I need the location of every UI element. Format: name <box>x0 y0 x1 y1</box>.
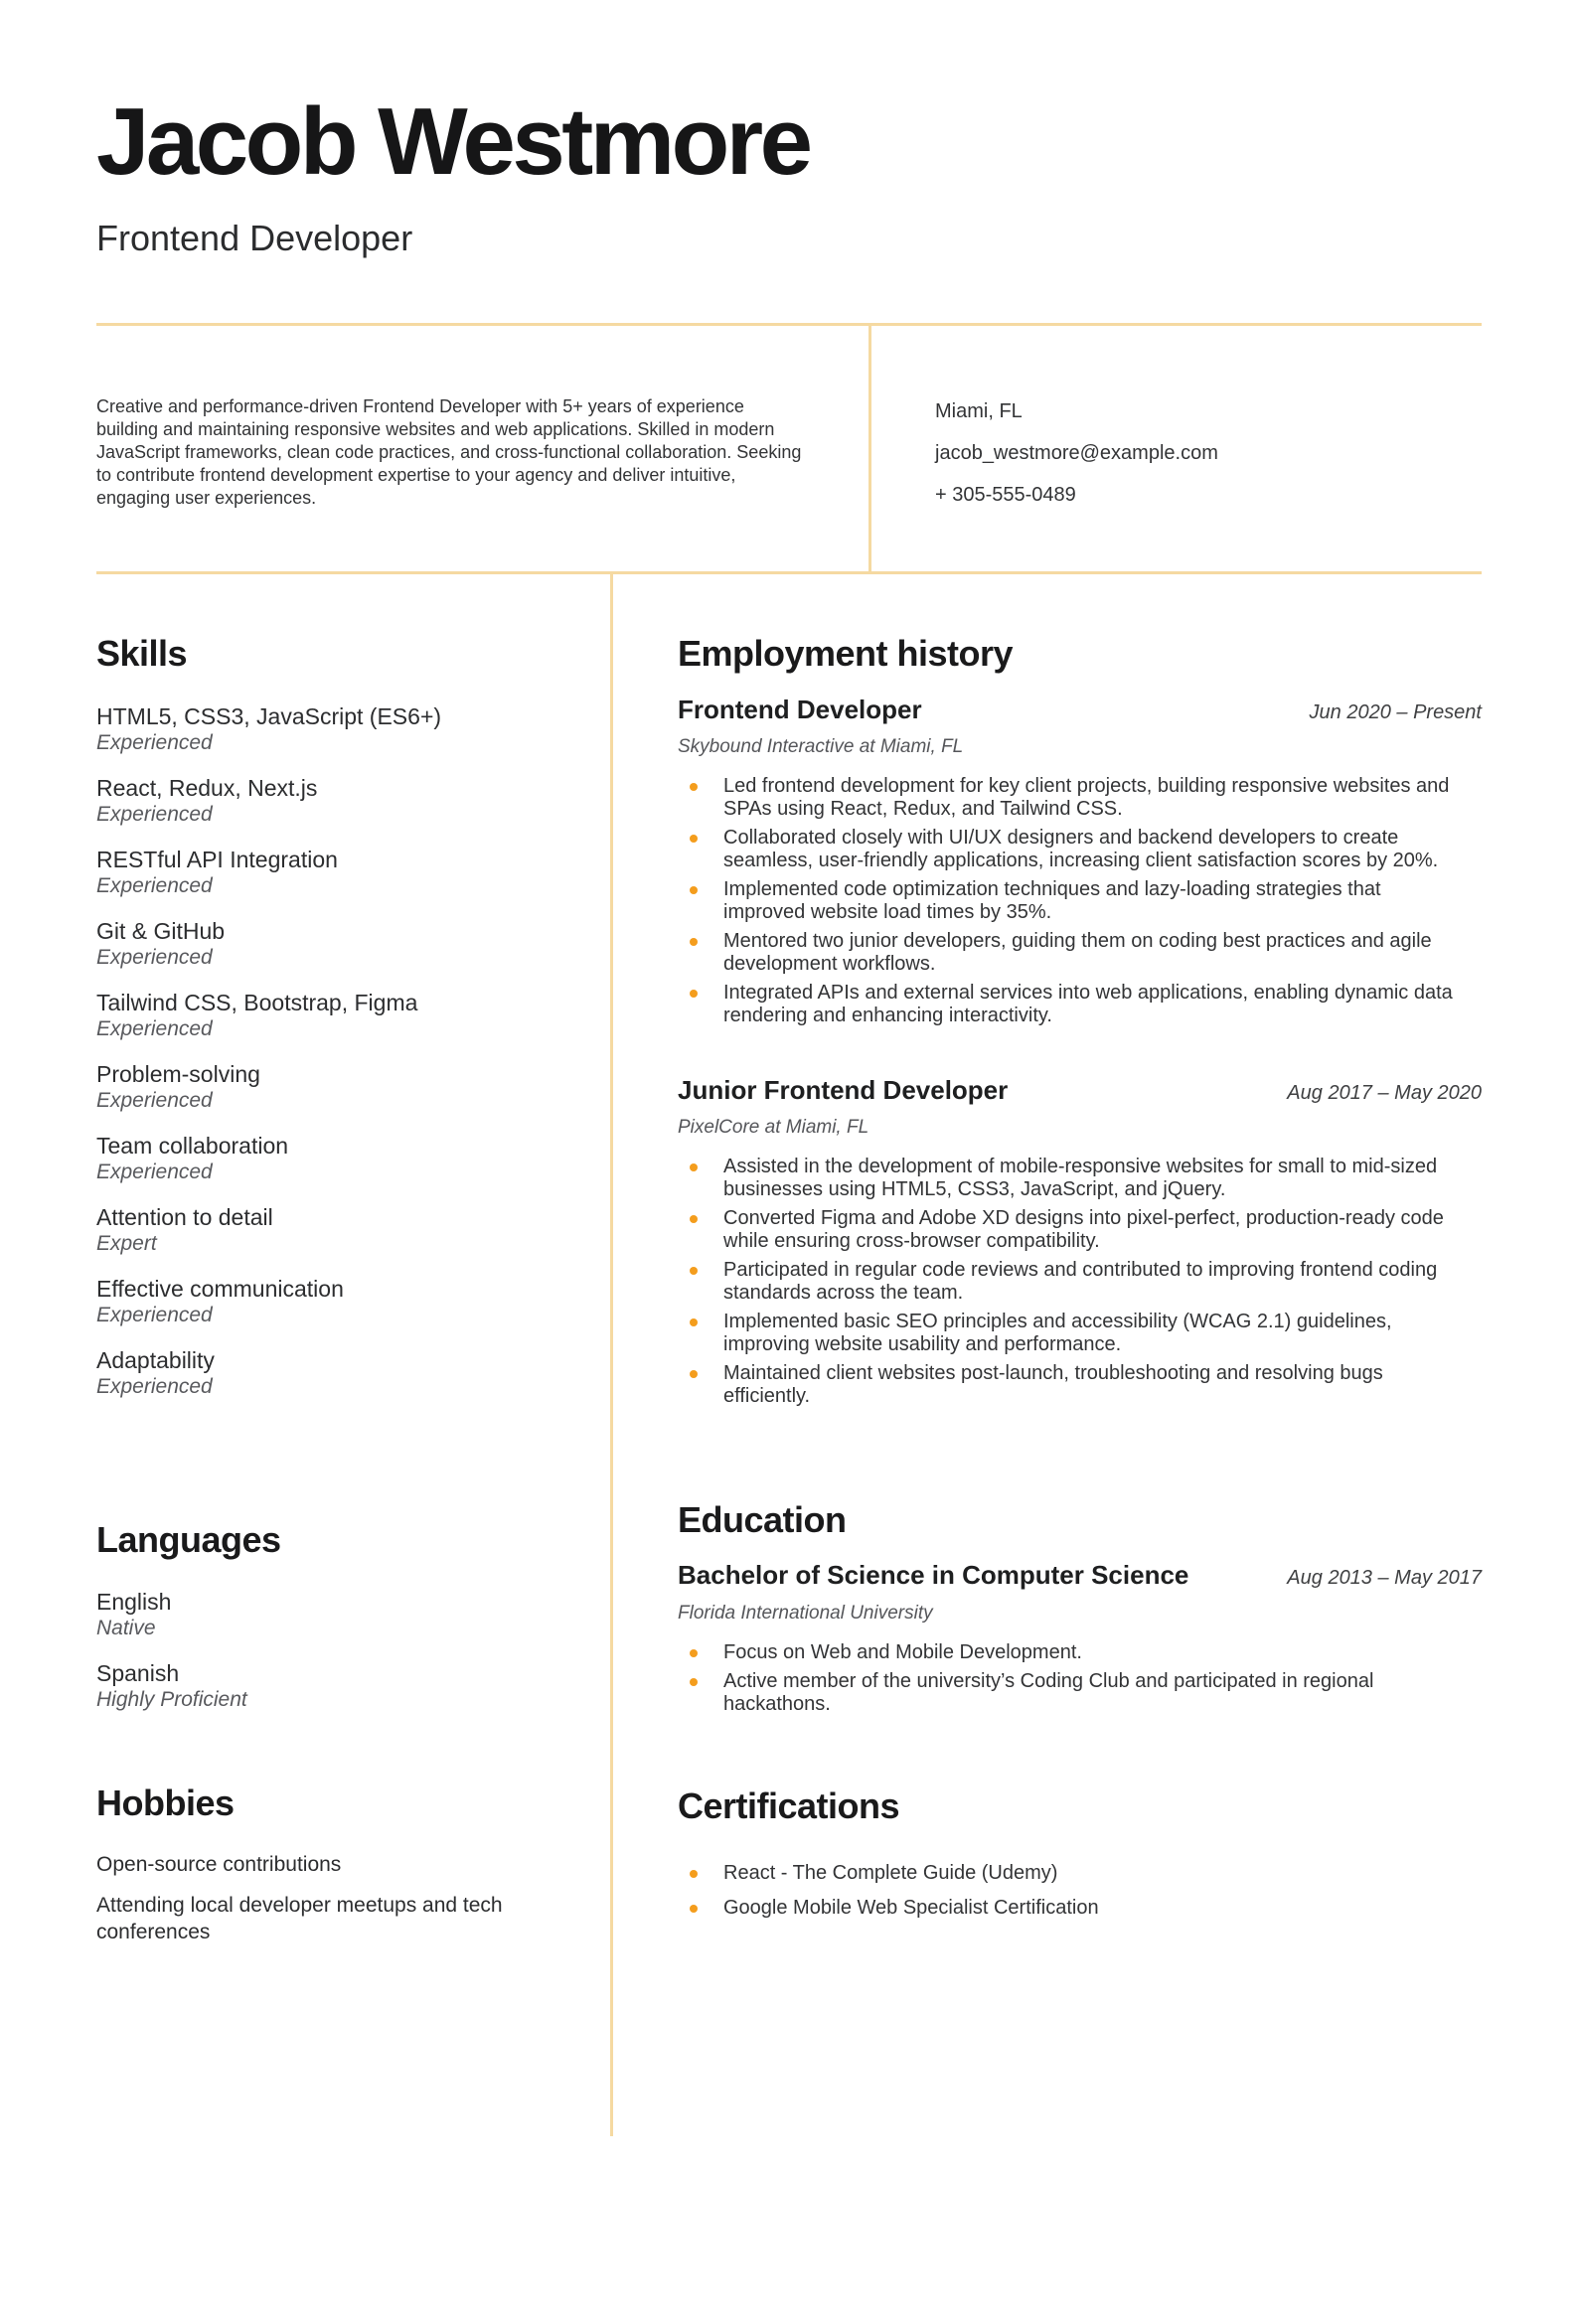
skill-name: React, Redux, Next.js <box>96 774 318 801</box>
bullet-text: Maintained client websites post-launch, troubleshooting and resolving bugs efficiently. <box>723 1361 1383 1407</box>
hobbies-heading: Hobbies <box>96 1782 235 1823</box>
job-bullet <box>678 1207 1482 1253</box>
certifications-list <box>678 1862 1482 1920</box>
bullet-text: Assisted in the development of mobile-responsive websites for small to mid-sized businesses using HTML5, CSS3, JavaScript, and jQuery. <box>723 1155 1438 1200</box>
skill-item <box>96 917 552 971</box>
skill-item <box>96 989 552 1042</box>
skill-name: Adaptability <box>96 1346 215 1373</box>
skill-level: Experienced <box>96 1374 213 1398</box>
bullet-text: Participated in regular code reviews and contributed to improving frontend coding standards across the team. <box>723 1258 1438 1304</box>
bullet-dot-icon <box>690 783 698 791</box>
job-dates: Jun 2020 – Present <box>1309 700 1482 723</box>
skill-name: Git & GitHub <box>96 917 226 944</box>
education-bullets <box>678 1641 1482 1716</box>
bullet-text: Mentored two junior developers, guiding them on coding best practices and agile development workflows. <box>723 929 1432 975</box>
skills-list <box>96 702 552 1400</box>
languages-list <box>96 1588 552 1713</box>
skill-name: Attention to detail <box>96 1203 273 1230</box>
skill-level: Experienced <box>96 945 213 969</box>
contact-phone: + 305-555-0489 <box>935 484 1076 507</box>
job-header-row <box>678 1075 1482 1106</box>
bullet-dot-icon <box>690 1318 698 1326</box>
skill-item <box>96 1060 552 1114</box>
education-bullet <box>678 1670 1482 1716</box>
profile-summary: Creative and performance-driven Frontend Developer with 5+ years of experience building and maintaining responsive websites and web applications. Skilled in modern JavaScript frameworks, clean code practices, and cross-functional collaboration. Seeking to contribute frontend development expertise to your agency and deliver intuitive, engaging user experiences. <box>96 396 802 509</box>
bullet-text: Implemented basic SEO principles and accessibility (WCAG 2.1) guidelines, improving website usability and performance. <box>723 1310 1392 1355</box>
candidate-role: Frontend Developer <box>96 218 413 258</box>
job-header-row <box>678 695 1482 725</box>
skill-item <box>96 1275 552 1328</box>
bullet-text: Active member of the university’s Coding Club and participated in regional hackathons. <box>723 1669 1374 1715</box>
bullet-dot-icon <box>690 1905 698 1913</box>
job-bullet <box>678 1156 1482 1201</box>
language-name: English <box>96 1588 172 1615</box>
language-level: Highly Proficient <box>96 1687 247 1711</box>
education-entry <box>678 1560 1482 1715</box>
job-bullet <box>678 827 1482 872</box>
skill-level: Experienced <box>96 730 213 754</box>
skill-item <box>96 702 552 756</box>
skill-level: Experienced <box>96 1088 213 1112</box>
hobbies-list <box>96 1851 552 1945</box>
contact-email: jacob_westmore@example.com <box>935 442 1218 465</box>
job-company: PixelCore at Miami, FL <box>678 1116 869 1138</box>
language-level: Native <box>96 1616 156 1639</box>
bullet-text: Implemented code optimization techniques and lazy-loading strategies that improved website load times by 35%. <box>723 877 1381 923</box>
bullet-text: Focus on Web and Mobile Development. <box>723 1640 1082 1663</box>
jobs-list <box>678 695 1482 1408</box>
bullet-dot-icon <box>690 1163 698 1171</box>
bullet-dot-icon <box>690 1215 698 1223</box>
bullet-dot-icon <box>690 835 698 843</box>
job-dates: Aug 2017 – May 2020 <box>1287 1081 1482 1104</box>
skill-name: RESTful API Integration <box>96 846 338 872</box>
education-bullet <box>678 1641 1482 1664</box>
certifications-heading: Certifications <box>678 1784 900 1826</box>
skill-level: Experienced <box>96 1303 213 1326</box>
bullet-text: Integrated APIs and external services into web applications, enabling dynamic data rendering and enhancing interactivity. <box>723 981 1453 1026</box>
education-heading: Education <box>678 1498 847 1540</box>
job-bullets <box>678 1156 1482 1408</box>
certification-text: React - The Complete Guide (Udemy) <box>723 1861 1058 1884</box>
job-bullets <box>678 775 1482 1027</box>
skill-item <box>96 1203 552 1257</box>
job-company: Skybound Interactive at Miami, FL <box>678 735 964 757</box>
hobby-item: Open-source contributions <box>96 1853 342 1877</box>
job-bullet <box>678 930 1482 976</box>
contact-location: Miami, FL <box>935 400 1023 423</box>
bullet-dot-icon <box>690 1370 698 1378</box>
job-bullet <box>678 878 1482 924</box>
job-title: Junior Frontend Developer <box>678 1074 1009 1105</box>
job-bullet <box>678 775 1482 821</box>
hobby-item: Attending local developer meetups and tech conferences <box>96 1894 503 1944</box>
language-name: Spanish <box>96 1659 180 1686</box>
education-header-row <box>678 1560 1482 1591</box>
job-title: Frontend Developer <box>678 694 922 724</box>
certification-item <box>678 1897 1482 1920</box>
skill-level: Experienced <box>96 1160 213 1183</box>
job-entry <box>678 1075 1482 1408</box>
skill-level: Expert <box>96 1231 157 1255</box>
skill-item <box>96 846 552 899</box>
language-item <box>96 1659 552 1713</box>
bullet-dot-icon <box>690 1870 698 1878</box>
languages-heading: Languages <box>96 1518 281 1560</box>
intro-row <box>96 326 1482 571</box>
skill-item <box>96 1346 552 1400</box>
education-dates: Aug 2013 – May 2017 <box>1287 1567 1482 1590</box>
bullet-dot-icon <box>690 886 698 894</box>
bullet-dot-icon <box>690 1649 698 1657</box>
employment-heading: Employment history <box>678 633 1014 675</box>
bullet-text: Collaborated closely with UI/UX designers and backend developers to create seamless, user-friendly applications, increasing client satisfaction scores by 20%. <box>723 826 1439 871</box>
job-bullet <box>678 1362 1482 1408</box>
bullet-dot-icon <box>690 1678 698 1686</box>
skill-item <box>96 774 552 828</box>
skill-name: HTML5, CSS3, JavaScript (ES6+) <box>96 702 442 729</box>
body-columns <box>96 574 1482 2136</box>
skill-name: Effective communication <box>96 1275 344 1302</box>
bullet-text: Led frontend development for key client projects, building responsive websites and SPAs using React, Redux, and Tailwind CSS. <box>723 774 1450 820</box>
skill-item <box>96 1132 552 1185</box>
candidate-name: Jacob Westmore <box>96 88 810 195</box>
education-degree: Bachelor of Science in Computer Science <box>678 1560 1189 1591</box>
header <box>96 88 1482 259</box>
job-bullet <box>678 1311 1482 1356</box>
bullet-dot-icon <box>690 938 698 946</box>
bullet-text: Converted Figma and Adobe XD designs into pixel-perfect, production-ready code while ensuring cross-browser compatibility. <box>723 1206 1444 1252</box>
certification-text: Google Mobile Web Specialist Certification <box>723 1896 1099 1919</box>
skill-name: Tailwind CSS, Bootstrap, Figma <box>96 989 418 1015</box>
language-item <box>96 1588 552 1641</box>
skill-level: Experienced <box>96 1016 213 1040</box>
certification-item <box>678 1862 1482 1885</box>
job-bullet <box>678 982 1482 1027</box>
skill-level: Experienced <box>96 802 213 826</box>
education-school: Florida International University <box>678 1602 933 1624</box>
main-column <box>613 574 1482 1932</box>
skill-name: Problem-solving <box>96 1060 260 1087</box>
skills-heading: Skills <box>96 633 188 675</box>
skill-level: Experienced <box>96 873 213 897</box>
skill-name: Team collaboration <box>96 1132 289 1159</box>
job-bullet <box>678 1259 1482 1305</box>
resume-page <box>0 88 1578 2136</box>
contact-block <box>871 326 1218 571</box>
job-entry <box>678 695 1482 1027</box>
bullet-dot-icon <box>690 990 698 998</box>
bullet-dot-icon <box>690 1267 698 1275</box>
sidebar <box>96 574 610 1959</box>
